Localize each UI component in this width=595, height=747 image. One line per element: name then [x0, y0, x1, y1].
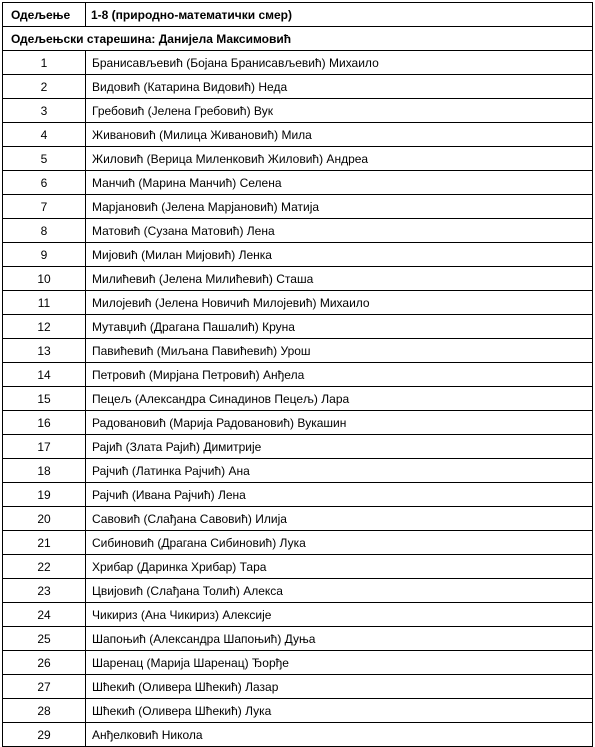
student-name: Марјановић (Јелена Марјановић) Матија: [86, 195, 593, 219]
student-name: Анђелковић Никола: [86, 723, 593, 747]
table-row: [3, 315, 593, 339]
table-row: [3, 531, 593, 555]
class-label: Одељење: [3, 3, 86, 27]
student-name: Мутавџић (Драгана Пашалић) Круна: [86, 315, 593, 339]
table-row: [3, 147, 593, 171]
table-row: [3, 291, 593, 315]
student-number: 7: [3, 195, 86, 219]
student-name: Мијовић (Милан Мијовић) Ленка: [86, 243, 593, 267]
student-number: 27: [3, 675, 86, 699]
student-name: Чикириз (Ана Чикириз) Алексије: [86, 603, 593, 627]
student-name: Манчић (Марина Манчић) Селена: [86, 171, 593, 195]
student-name: Цвијовић (Слађана Толић) Алекса: [86, 579, 593, 603]
table-row: [3, 195, 593, 219]
student-name: Шћекић (Оливера Шћекић) Лука: [86, 699, 593, 723]
student-number: 16: [3, 411, 86, 435]
table-row: [3, 411, 593, 435]
student-name: Пецељ (Александра Синадинов Пецељ) Лара: [86, 387, 593, 411]
student-number: 13: [3, 339, 86, 363]
student-number: 21: [3, 531, 86, 555]
student-number: 19: [3, 483, 86, 507]
student-number: 10: [3, 267, 86, 291]
student-name: Савовић (Слађана Савовић) Илија: [86, 507, 593, 531]
student-number: 3: [3, 99, 86, 123]
table-row: [3, 387, 593, 411]
student-number: 26: [3, 651, 86, 675]
student-number: 23: [3, 579, 86, 603]
student-name: Хрибар (Даринка Хрибар) Тара: [86, 555, 593, 579]
table-row: [3, 699, 593, 723]
student-number: 12: [3, 315, 86, 339]
student-name: Милићевић (Јелена Милићевић) Сташа: [86, 267, 593, 291]
table-row: [3, 99, 593, 123]
table-row: [3, 171, 593, 195]
student-number: 15: [3, 387, 86, 411]
student-name: Милојевић (Јелена Новичић Милојевић) Михаило: [86, 291, 593, 315]
student-number: 5: [3, 147, 86, 171]
student-number: 18: [3, 459, 86, 483]
student-name: Рајчић (Ивана Рајчић) Лена: [86, 483, 593, 507]
table-row: [3, 483, 593, 507]
student-name: Живановић (Милица Живановић) Мила: [86, 123, 593, 147]
student-number: 8: [3, 219, 86, 243]
student-name: Рајчић (Латинка Рајчић) Ана: [86, 459, 593, 483]
table-row: [3, 723, 593, 747]
table-row: [3, 123, 593, 147]
student-name: Шаренац (Марија Шаренац) Ђорђе: [86, 651, 593, 675]
student-name: Бранисављевић (Бојана Бранисављевић) Михаило: [86, 51, 593, 75]
student-number: 2: [3, 75, 86, 99]
table-row: [3, 555, 593, 579]
student-name: Петровић (Мирјана Петровић) Анђела: [86, 363, 593, 387]
table-row: [3, 75, 593, 99]
student-name: Шћекић (Оливера Шћекић) Лазар: [86, 675, 593, 699]
student-number: 25: [3, 627, 86, 651]
table-row: [3, 339, 593, 363]
teacher-row: [3, 27, 593, 51]
student-number: 11: [3, 291, 86, 315]
class-roster-table: [2, 2, 593, 747]
student-name: Рајић (Злата Рајић) Димитрије: [86, 435, 593, 459]
student-name: Жиловић (Верица Миленковић Жиловић) Андреа: [86, 147, 593, 171]
table-row: [3, 627, 593, 651]
student-number: 6: [3, 171, 86, 195]
table-row: [3, 435, 593, 459]
student-name: Сибиновић (Драгана Сибиновић) Лука: [86, 531, 593, 555]
table-row: [3, 507, 593, 531]
class-header-row: [3, 3, 593, 27]
table-row: [3, 51, 593, 75]
student-number: 29: [3, 723, 86, 747]
table-row: [3, 675, 593, 699]
table-row: [3, 579, 593, 603]
roster-body: [3, 3, 593, 747]
student-number: 9: [3, 243, 86, 267]
student-name: Матовић (Сузана Матовић) Лена: [86, 219, 593, 243]
teacher-line: Одељењски старешина: Данијела Максимовић: [3, 27, 593, 51]
student-number: 24: [3, 603, 86, 627]
table-row: [3, 651, 593, 675]
table-row: [3, 219, 593, 243]
table-row: [3, 267, 593, 291]
class-value: 1-8 (природно-математички смер): [86, 3, 593, 27]
student-number: 17: [3, 435, 86, 459]
student-name: Радовановић (Марија Радовановић) Вукашин: [86, 411, 593, 435]
student-number: 20: [3, 507, 86, 531]
student-name: Видовић (Катарина Видовић) Неда: [86, 75, 593, 99]
table-row: [3, 363, 593, 387]
student-name: Гребовић (Јелена Гребовић) Вук: [86, 99, 593, 123]
student-number: 14: [3, 363, 86, 387]
table-row: [3, 459, 593, 483]
student-number: 22: [3, 555, 86, 579]
table-row: [3, 603, 593, 627]
table-row: [3, 243, 593, 267]
student-number: 28: [3, 699, 86, 723]
student-name: Павићевић (Миљана Павићевић) Урош: [86, 339, 593, 363]
student-number: 4: [3, 123, 86, 147]
student-number: 1: [3, 51, 86, 75]
student-name: Шапоњић (Александра Шапоњић) Дуња: [86, 627, 593, 651]
